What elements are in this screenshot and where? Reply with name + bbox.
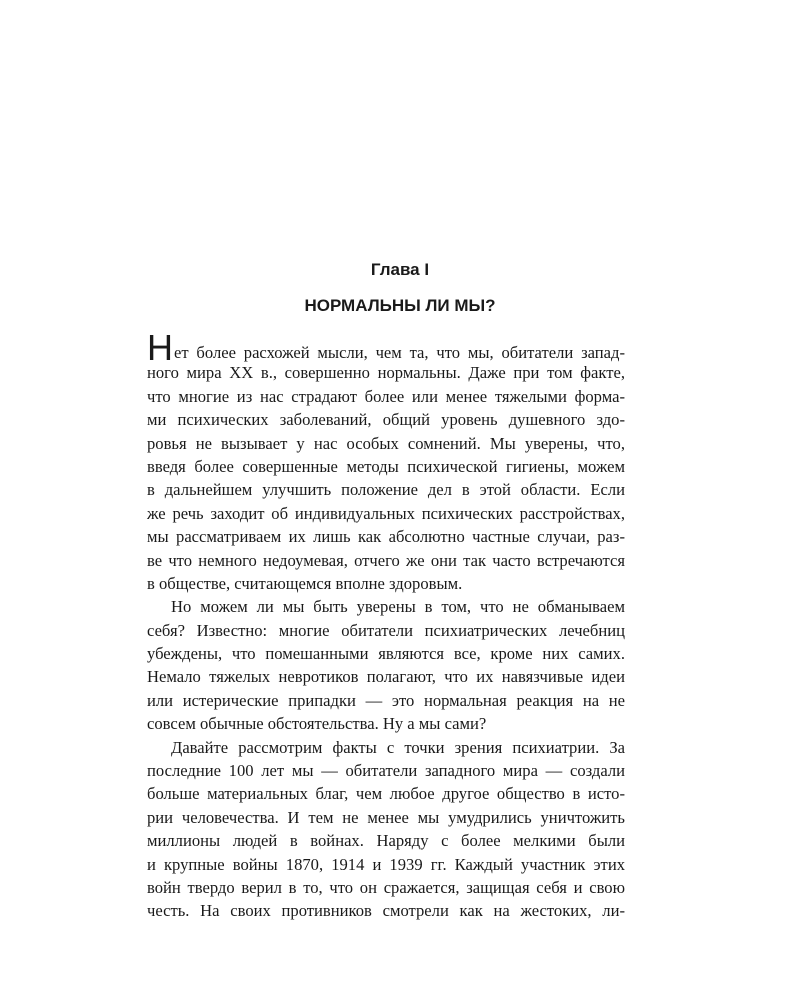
text-line: что многие из нас страдают более или менее тяжелыми форма- <box>147 386 625 406</box>
chapter-title: НОРМАЛЬНЫ ЛИ МЫ? <box>304 296 496 315</box>
text-line: ве что немного недоумевая, отчего же они так часто встречаются <box>147 550 625 570</box>
text-line <box>147 327 625 368</box>
body-text <box>147 327 625 923</box>
text-line: себя? Известно: многие обитатели психиатрических лечебниц <box>147 620 625 640</box>
text-line: или истерические припадки — это нормальная реакция на не <box>147 690 625 710</box>
text-line: мы рассматриваем их лишь как абсолютно частные случаи, раз- <box>147 527 625 547</box>
chapter-label: Глава I <box>370 260 430 279</box>
text-line: в дальнейшем улучшить положение дел в этой области. Если <box>147 480 625 500</box>
text-line: ного мира XX в., совершенно нормальны. Даже при том факте, <box>147 363 625 383</box>
text-line: Но можем ли мы быть уверены в том, что не обманываем <box>171 597 625 617</box>
text-line: ми психических заболеваний, общий уровень душевного здо- <box>147 410 625 430</box>
text-line: войн твердо верил в то, что он сражается, защищая себя и свою <box>147 877 625 897</box>
text-line: миллионы людей в войнах. Наряду с более мелкими были <box>147 831 625 851</box>
text-line-content: ет более расхожей мысли, чем та, что мы, обитатели запад- <box>174 343 625 362</box>
text-line: введя более совершенные методы психической гигиены, можем <box>147 456 625 476</box>
text-line: Давайте рассмотрим факты с точки зрения психиатрии. За <box>171 737 625 757</box>
text-line: ровья не вызывает у нас особых сомнений. Мы уверены, что, <box>147 433 625 453</box>
text-line: рии человечества. И тем не менее мы умудрились уничтожить <box>147 807 625 827</box>
text-line: совсем обычные обстоятельства. Ну а мы сами? <box>147 714 487 734</box>
text-line: честь. На своих противников смотрели как на жестоких, ли- <box>147 901 625 921</box>
text-line: же речь заходит об индивидуальных психических расстройствах, <box>147 503 625 523</box>
text-line: больше материальных благ, чем любое другое общество в исто- <box>147 784 625 804</box>
text-line: последние 100 лет мы — обитатели западного мира — создали <box>147 761 625 781</box>
drop-cap: Н <box>147 327 173 368</box>
text-line: Немало тяжелых невротиков полагают, что их навязчивые идеи <box>147 667 625 687</box>
text-line: убеждены, что помешанными являются все, кроме них самих. <box>147 644 625 664</box>
text-line: в обществе, считающемся вполне здоровым. <box>147 573 463 593</box>
text-line: и крупные войны 1870, 1914 и 1939 гг. Каждый участник этих <box>147 854 625 874</box>
